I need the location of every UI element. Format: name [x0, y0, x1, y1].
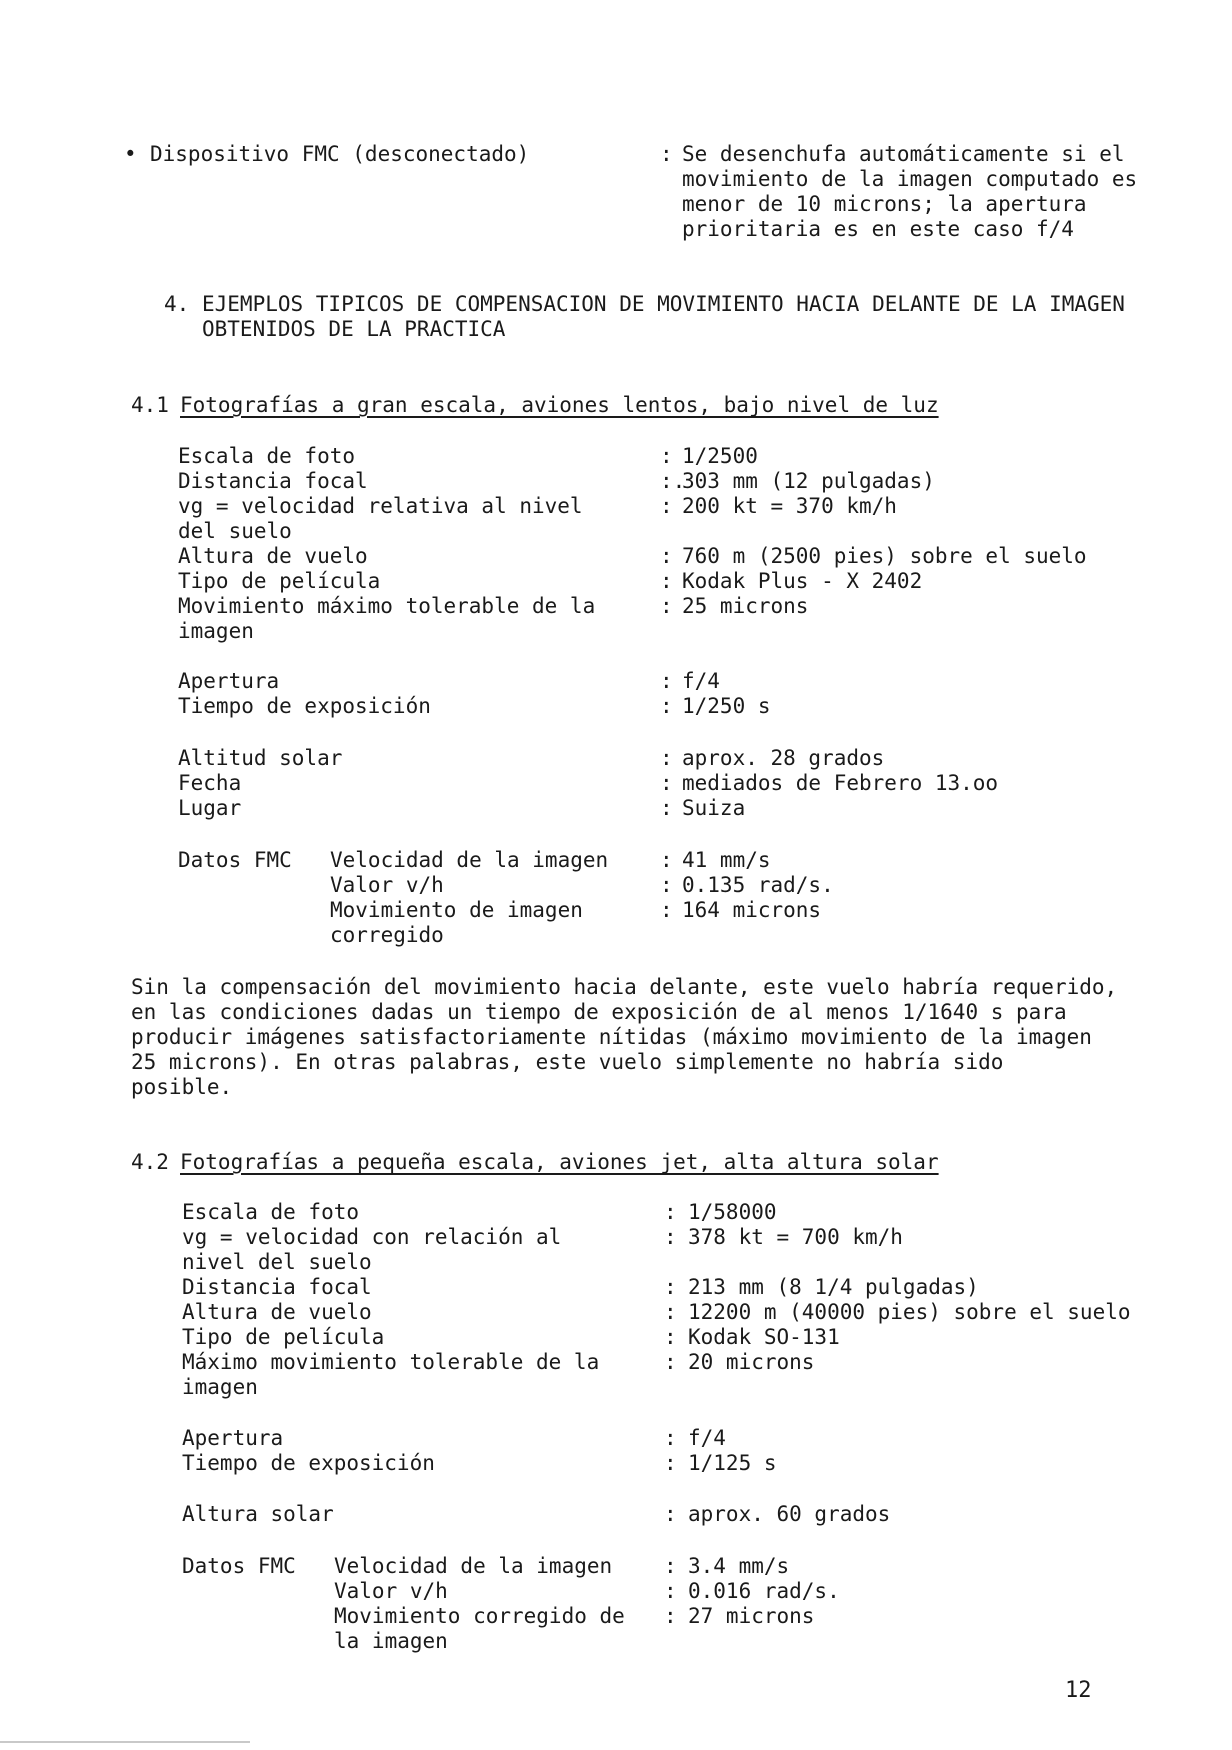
fmc-device-colon: : [660, 142, 673, 166]
spec-value: 20 microns [688, 1350, 815, 1374]
fmc-device-desc-line: prioritaria es en este caso f/4 [682, 217, 1074, 241]
spec-value: 378 kt = 700 km/h [688, 1225, 903, 1249]
spec-value: 1/2500 [682, 444, 758, 468]
fmc-row-value: 0.016 rad/s. [688, 1579, 840, 1603]
section-4-number: 4. [164, 292, 190, 316]
paragraph-line: en las condiciones dadas un tiempo de exposición de al menos 1/1640 s para [131, 1000, 1067, 1024]
spec-label: imagen [182, 1375, 258, 1399]
paragraph-line: Sin la compensación del movimiento hacia delante, este vuelo habría requerido, [131, 975, 1118, 999]
spec-colon: : [660, 771, 673, 795]
fmc-row-value: 164 microns [682, 898, 822, 922]
spec-label: del suelo [178, 519, 292, 543]
fmc-data-label: Datos FMC [178, 848, 292, 872]
fmc-row-label: Movimiento de imagen [330, 898, 583, 922]
spec-label: Escala de foto [178, 444, 356, 468]
fmc-row-colon: : [660, 898, 673, 922]
bullet-marker: • [124, 142, 137, 166]
fmc-row-label: Movimiento corregido de [334, 1604, 625, 1628]
section-4-2-number: 4.2 [131, 1150, 169, 1174]
page-number: 12 [1065, 1678, 1092, 1703]
spec-colon: : [664, 1502, 677, 1526]
spec-value: 25 microns [682, 594, 809, 618]
spec-label: Fecha [178, 771, 242, 795]
spec-value: mediados de Febrero 13.oo [682, 771, 999, 795]
spec-value: aprox. 60 grados [688, 1502, 891, 1526]
fmc-row-value: 41 mm/s [682, 848, 771, 872]
section-4-title-line: OBTENIDOS DE LA PRACTICA [202, 317, 506, 341]
spec-colon: : [664, 1275, 677, 1299]
spec-value: 1/125 s [688, 1451, 777, 1475]
section-4-1-title: Fotografías a gran escala, aviones lentos, bajo nivel de luz [180, 393, 939, 417]
spec-label: Tiempo de exposición [178, 694, 431, 718]
spec-value: Suiza [682, 796, 746, 820]
spec-label: Distancia focal [182, 1275, 372, 1299]
fmc-row-value: 27 microns [688, 1604, 815, 1628]
spec-label: nivel del suelo [182, 1250, 372, 1274]
fmc-row-value: 0.135 rad/s. [682, 873, 834, 897]
spec-colon: : [664, 1300, 677, 1324]
spec-value: f/4 [682, 669, 720, 693]
spec-label: Altura de vuelo [178, 544, 368, 568]
spec-label: Tipo de película [178, 569, 381, 593]
fmc-device-desc-line: menor de 10 microns; la apertura [682, 192, 1087, 216]
fmc-row-label: Valor v/h [334, 1579, 448, 1603]
section-4-2-title: Fotografías a pequeña escala, aviones jet, alta altura solar [180, 1150, 939, 1174]
fmc-row-label: Velocidad de la imagen [334, 1554, 613, 1578]
spec-colon: : [660, 444, 673, 468]
fmc-row-label: corregido [330, 923, 444, 947]
spec-colon: :. [660, 469, 686, 493]
fmc-row-label: Velocidad de la imagen [330, 848, 609, 872]
spec-label: Máximo movimiento tolerable de la [182, 1350, 600, 1374]
paragraph-line: producir imágenes satisfactoriamente nítidas (máximo movimiento de la imagen [131, 1025, 1092, 1049]
spec-label: imagen [178, 619, 254, 643]
spec-colon: : [664, 1200, 677, 1224]
spec-label: vg = velocidad relativa al nivel [178, 494, 583, 518]
spec-colon: : [664, 1350, 677, 1374]
spec-value: 200 kt = 370 km/h [682, 494, 897, 518]
spec-label: vg = velocidad con relación al [182, 1225, 562, 1249]
paragraph-line: 25 microns). En otras palabras, este vuelo simplemente no habría sido [131, 1050, 1004, 1074]
spec-colon: : [664, 1225, 677, 1249]
fmc-row-colon: : [664, 1554, 677, 1578]
spec-label: Tiempo de exposición [182, 1451, 435, 1475]
spec-label: Movimiento máximo tolerable de la [178, 594, 596, 618]
section-4-title-line: EJEMPLOS TIPICOS DE COMPENSACION DE MOVIMIENTO HACIA DELANTE DE LA IMAGEN [202, 292, 1125, 316]
fmc-device-desc-line: Se desenchufa automáticamente si el [682, 142, 1125, 166]
spec-value: 1/58000 [688, 1200, 777, 1224]
spec-colon: : [660, 796, 673, 820]
spec-colon: : [660, 669, 673, 693]
paragraph-line: posible. [131, 1075, 233, 1099]
spec-colon: : [660, 594, 673, 618]
spec-value: Kodak SO-131 [688, 1325, 840, 1349]
spec-label: Altitud solar [178, 746, 343, 770]
fmc-row-colon: : [660, 873, 673, 897]
spec-label: Escala de foto [182, 1200, 360, 1224]
spec-value: Kodak Plus - X 2402 [682, 569, 923, 593]
fmc-data-label: Datos FMC [182, 1554, 296, 1578]
fmc-row-label: la imagen [334, 1629, 448, 1653]
fmc-row-value: 3.4 mm/s [688, 1554, 790, 1578]
spec-colon: : [660, 569, 673, 593]
spec-value: 760 m (2500 pies) sobre el suelo [682, 544, 1087, 568]
spec-value: 213 mm (8 1/4 pulgadas) [688, 1275, 979, 1299]
fmc-row-colon: : [660, 848, 673, 872]
spec-colon: : [664, 1451, 677, 1475]
spec-value: 12200 m (40000 pies) sobre el suelo [688, 1300, 1131, 1324]
spec-value: 303 mm (12 pulgadas) [682, 469, 935, 493]
spec-label: Tipo de película [182, 1325, 385, 1349]
spec-colon: : [664, 1426, 677, 1450]
section-4-1-number: 4.1 [131, 393, 169, 417]
spec-value: 1/250 s [682, 694, 771, 718]
spec-label: Altura solar [182, 1502, 334, 1526]
spec-label: Apertura [182, 1426, 284, 1450]
spec-colon: : [660, 694, 673, 718]
fmc-row-label: Valor v/h [330, 873, 444, 897]
spec-colon: : [664, 1325, 677, 1349]
spec-label: Lugar [178, 796, 242, 820]
fmc-row-colon: : [664, 1579, 677, 1603]
fmc-device-desc-line: movimiento de la imagen computado es [682, 167, 1138, 191]
spec-colon: : [660, 494, 673, 518]
spec-label: Altura de vuelo [182, 1300, 372, 1324]
spec-colon: : [660, 746, 673, 770]
spec-value: f/4 [688, 1426, 726, 1450]
spec-label: Distancia focal [178, 469, 368, 493]
spec-colon: : [660, 544, 673, 568]
spec-value: aprox. 28 grados [682, 746, 885, 770]
fmc-row-colon: : [664, 1604, 677, 1628]
scan-edge-line [0, 1741, 250, 1743]
fmc-device-label: Dispositivo FMC (desconectado) [150, 142, 530, 166]
spec-label: Apertura [178, 669, 280, 693]
